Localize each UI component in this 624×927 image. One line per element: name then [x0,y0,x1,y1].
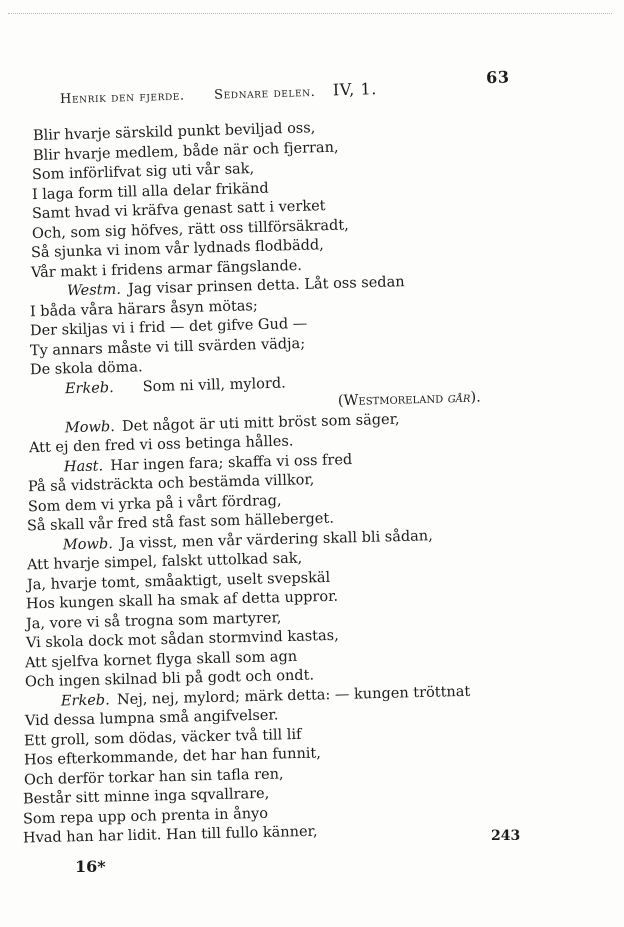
speaker-name: Westm. [66,281,122,300]
line-text: Ja visst, men vår värdering skall bli sådan, [119,527,433,552]
line-text: Som ni vill, mylord. [142,375,286,395]
line-text: Och, som sig höfves, rätt oss tillförsäkradt, [31,217,350,242]
line-text: Hvad han har lidit. Han till fullo känner, [22,823,318,847]
running-header [59,67,510,107]
line-text: Och derför torkar han sin tafla ren, [23,765,284,788]
speaker-name: Erkeb. [64,379,114,397]
line-text: Att ej den fred vi oss betinga hålles. [28,433,294,457]
line-text: Vi skola dock mot sådan stormvind kastas, [25,627,339,652]
line-text: Och ingen skilnad bli på godt och ondt. [24,667,315,691]
line-text: Som dem vi yrka på i vårt fördrag, [27,492,282,515]
line-text: Blir hvarje medlem, både när och fjerran, [32,139,339,164]
line-text: I båda våra härars åsyn mötas; [29,297,258,320]
line-text: Vid dessa lumpna små angifvelser. [24,707,279,730]
speaker-name: Erkeb. [60,691,110,710]
verse-text [0,120,624,850]
stage-direction: (Westmoreland går). [337,389,481,410]
line-text: Nej, nej, mylord; märk detta: — kungen tröttnat [116,683,471,708]
line-text: Har ingen fara; skaffa vi oss fred [110,451,353,474]
line-text: Hos kungen skall ha smak af detta uppror. [25,588,339,613]
line-text: Så sjunka vi inom vår lydnads flodbädd, [30,237,325,262]
part-title: Sednare delen. [213,84,316,103]
scan-edge-rule [8,13,612,14]
line-text: Som repa upp och prenta in ånyo [22,805,269,827]
line-text: Samt hvad vi kräfva genast satt i verket [31,198,326,223]
line-text: Består sitt minne inga sqvallrare, [22,785,270,808]
line-text: Att hvarje simpel, falskt uttolkad sak, [26,550,303,574]
line-text: Som införlifvat sig uti vår sak, [31,160,255,184]
line-text: Att sjelfva kornet flyga skall som agn [24,648,298,671]
stage-verb: går [447,389,471,407]
line-text: Hos efterkommande, det har han funnit, [23,745,322,769]
line-text: Jag visar prinsen detta. Låt oss sedan [127,274,405,298]
line-text: De skola döma. [29,359,143,379]
line-text: Blir hvarje särskild punkt beviljad oss, [32,120,316,145]
running-title: Henrik den fjerde. [59,88,185,107]
line-text: Ty annars måste vi till svärden vädja; [29,335,306,359]
line-text: Vår makt i fridens armar fängslande. [30,257,303,281]
line-text: Det något är uti mitt bröst som säger, [121,411,400,435]
line-text: Ett groll, som dödas, väcker två till lif [23,726,302,749]
line-text: Ja, hvarje tomt, småaktigt, uselt svepskäl [26,569,331,593]
speaker-name: Mowb. [64,418,116,436]
line-text: Ja, vore vi så trogna som martyrer, [25,609,282,632]
signature-mark: 16* [75,857,106,876]
act-scene: IV, 1. [332,79,378,100]
stage-character: Westmoreland [343,390,444,410]
folio-number: 243 [491,828,521,844]
speaker-name: Mowb. [62,535,114,553]
line-text: På så vidsträckta och bestämda villkor, [27,472,315,496]
speaker-name: Hast. [63,457,104,475]
line-text: Så skall vår fred stå fast som hälleberget. [26,510,335,535]
line-text: I laga form till alla delar frikänd [31,180,269,203]
page-number: 63 [485,67,510,88]
line-text: Der skiljas vi i frid — det gifve Gud — [29,315,308,340]
